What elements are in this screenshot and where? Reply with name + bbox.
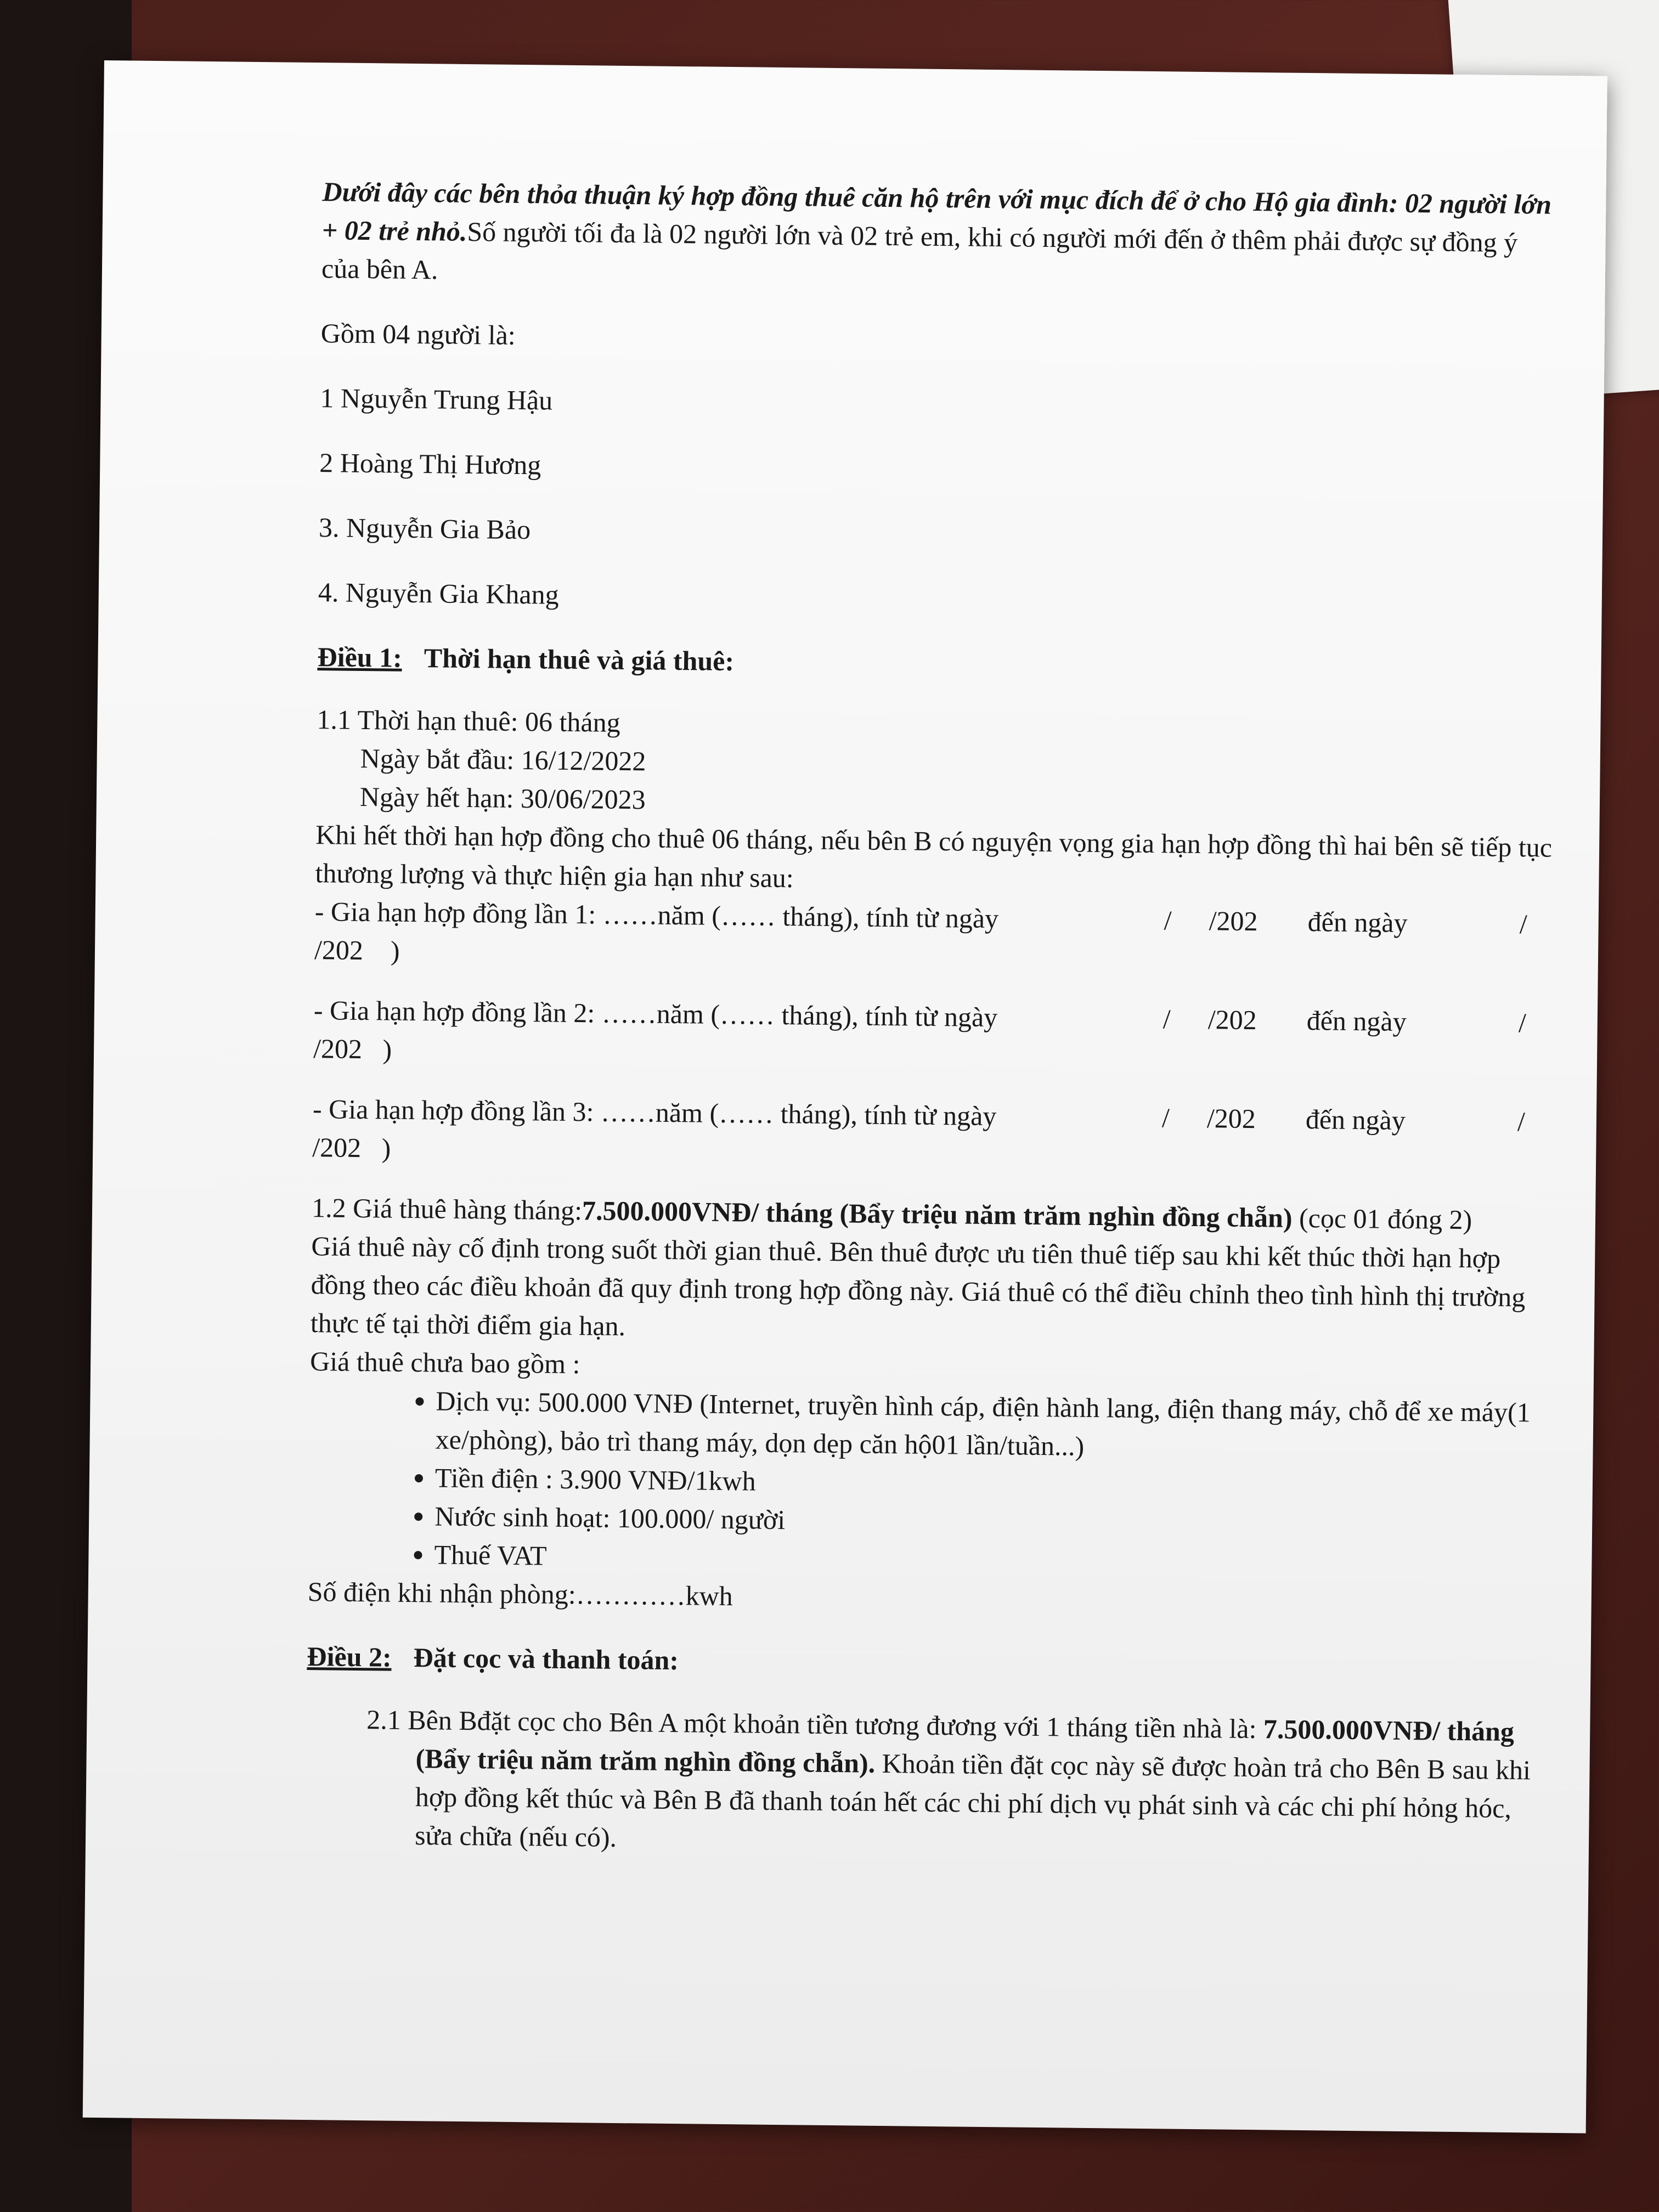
article-2-heading bbox=[307, 1637, 1547, 1689]
exclude-item: • Nước sinh hoạt: 100.000/ người bbox=[435, 1497, 1549, 1547]
intro-rest: Số người tối đa là 02 người lớn và 02 trẻ em, khi có người mới đến ở thêm phải được sự đồng ý của bên A. bbox=[321, 216, 1518, 285]
extension-2 bbox=[313, 991, 1554, 1081]
extension-slash: / bbox=[1518, 1007, 1527, 1039]
extension-slash: / bbox=[1517, 1106, 1526, 1137]
extension-slash: / bbox=[1163, 1003, 1171, 1035]
term-line: 1.1 Thời hạn thuê: 06 tháng bbox=[317, 704, 620, 738]
article-1-heading bbox=[317, 637, 1558, 689]
extension-slash: / bbox=[1519, 909, 1527, 940]
start-date: Ngày bắt đầu: 16/12/2022 bbox=[360, 742, 646, 777]
extension-year: /202 bbox=[1209, 905, 1258, 937]
article-1-title: Thời hạn thuê và giá thuê: bbox=[424, 642, 735, 677]
members-title: Gồm 04 người là: bbox=[320, 318, 516, 351]
article-2-title: Đặt cọc và thanh toán: bbox=[413, 1642, 679, 1676]
deposit-prefix: 2.1 Bên Bđặt cọc cho Bên A một khoản tiền tương đương với 1 tháng tiền nhà là: bbox=[366, 1704, 1264, 1745]
exclude-item: • Thuế VAT bbox=[434, 1535, 1548, 1585]
excludes-list bbox=[308, 1380, 1550, 1585]
extension-tail: /202 ) bbox=[313, 1033, 392, 1065]
member-item: 1 Nguyễn Trung Hậu bbox=[320, 382, 553, 416]
extension-tail: /202 ) bbox=[314, 934, 400, 966]
contract-content bbox=[305, 172, 1562, 1866]
extension-to: đến ngày bbox=[1307, 906, 1408, 938]
member-item: 3. Nguyễn Gia Bảo bbox=[318, 512, 531, 545]
renewal-paragraph: Khi hết thời hạn hợp đồng cho thuê 06 tháng, nếu bên B có nguyện vọng gia hạn hợp đồng thì hai bên sẽ tiếp tục thương lượng và thực hiện gia hạn như sau: bbox=[315, 819, 1553, 894]
extension-slash: / bbox=[1164, 905, 1172, 936]
deposit-paragraph bbox=[305, 1700, 1547, 1866]
extension-text: - Gia hạn hợp đồng lần 3: ……năm (…… tháng), tính từ ngày bbox=[312, 1093, 997, 1132]
contract-page bbox=[83, 60, 1607, 2133]
exclude-item: • Tiền điện : 3.900 VNĐ/1kwh bbox=[435, 1458, 1549, 1508]
excludes-title: Giá thuê chưa bao gồm : bbox=[309, 1346, 580, 1380]
price-fixed-paragraph: Giá thuê này cố định trong suốt thời gian thuê. Bên thuê được ưu tiên thuê tiếp sau khi kết thúc thời hạn hợp đồng theo các điều khoản đã quy định trong hợp đồng này. Giá thuê có thể điều chỉnh theo tình hình thị trường thực tế tại thời điểm gia hạn. bbox=[310, 1231, 1526, 1342]
extension-3 bbox=[312, 1090, 1553, 1180]
article-1-number: Điều 1: bbox=[317, 641, 403, 673]
extension-year: /202 bbox=[1207, 1004, 1257, 1036]
extension-year: /202 bbox=[1206, 1103, 1256, 1135]
extension-slash: / bbox=[1161, 1102, 1170, 1133]
member-item: 2 Hoàng Thị Hương bbox=[319, 447, 541, 481]
extension-1 bbox=[314, 892, 1555, 982]
price-prefix: 1.2 Giá thuê hàng tháng: bbox=[311, 1192, 583, 1226]
extension-to: đến ngày bbox=[1305, 1104, 1406, 1136]
intro-bold: Dưới đây các bên thỏa thuận ký hợp đồng thuê căn hộ trên với mục đích để ở cho Hộ gia đình: 02 người lớn + 02 trẻ nhỏ. bbox=[321, 176, 1552, 247]
extension-text: - Gia hạn hợp đồng lần 1: ……năm (…… tháng), tính từ ngày bbox=[314, 896, 999, 934]
extension-text: - Gia hạn hợp đồng lần 2: ……năm (…… tháng), tính từ ngày bbox=[313, 995, 998, 1033]
member-item: 4. Nguyễn Gia Khang bbox=[318, 577, 559, 610]
price-amount: 7.500.000VNĐ/ tháng (Bẩy triệu năm trăm nghìn đồng chẵn) bbox=[582, 1195, 1293, 1233]
end-date: Ngày hết hạn: 30/06/2023 bbox=[359, 781, 646, 815]
meter-reading: Số điện khi nhận phòng:…………kwh bbox=[307, 1576, 733, 1612]
intro-paragraph bbox=[321, 172, 1562, 301]
extension-to: đến ngày bbox=[1306, 1005, 1407, 1037]
deposit-suffix: Khoản tiền đặt cọc này sẽ được hoàn trả cho Bên B sau khi hợp đồng kết thúc và Bên B đã thanh toán hết các chi phí dịch vụ phát sinh và các chi phí hỏng hóc, sửa chữa (nếu có). bbox=[414, 1747, 1531, 1853]
extension-tail: /202 ) bbox=[312, 1132, 391, 1164]
exclude-item: • Dịch vụ: 500.000 VNĐ (Internet, truyền hình cáp, điện hành lang, điện thang máy, chỗ để xe máy(1 xe/phòng), bảo trì thang máy, dọn dẹp căn hộ01 lần/tuần...) bbox=[435, 1381, 1549, 1470]
article-2-number: Điều 2: bbox=[307, 1641, 392, 1673]
deposit-amount: 7.500.000VNĐ/ tháng (Bẩy triệu năm trăm nghìn đồng chẵn). bbox=[415, 1713, 1515, 1779]
price-suffix: (cọc 01 đóng 2) bbox=[1292, 1202, 1472, 1235]
